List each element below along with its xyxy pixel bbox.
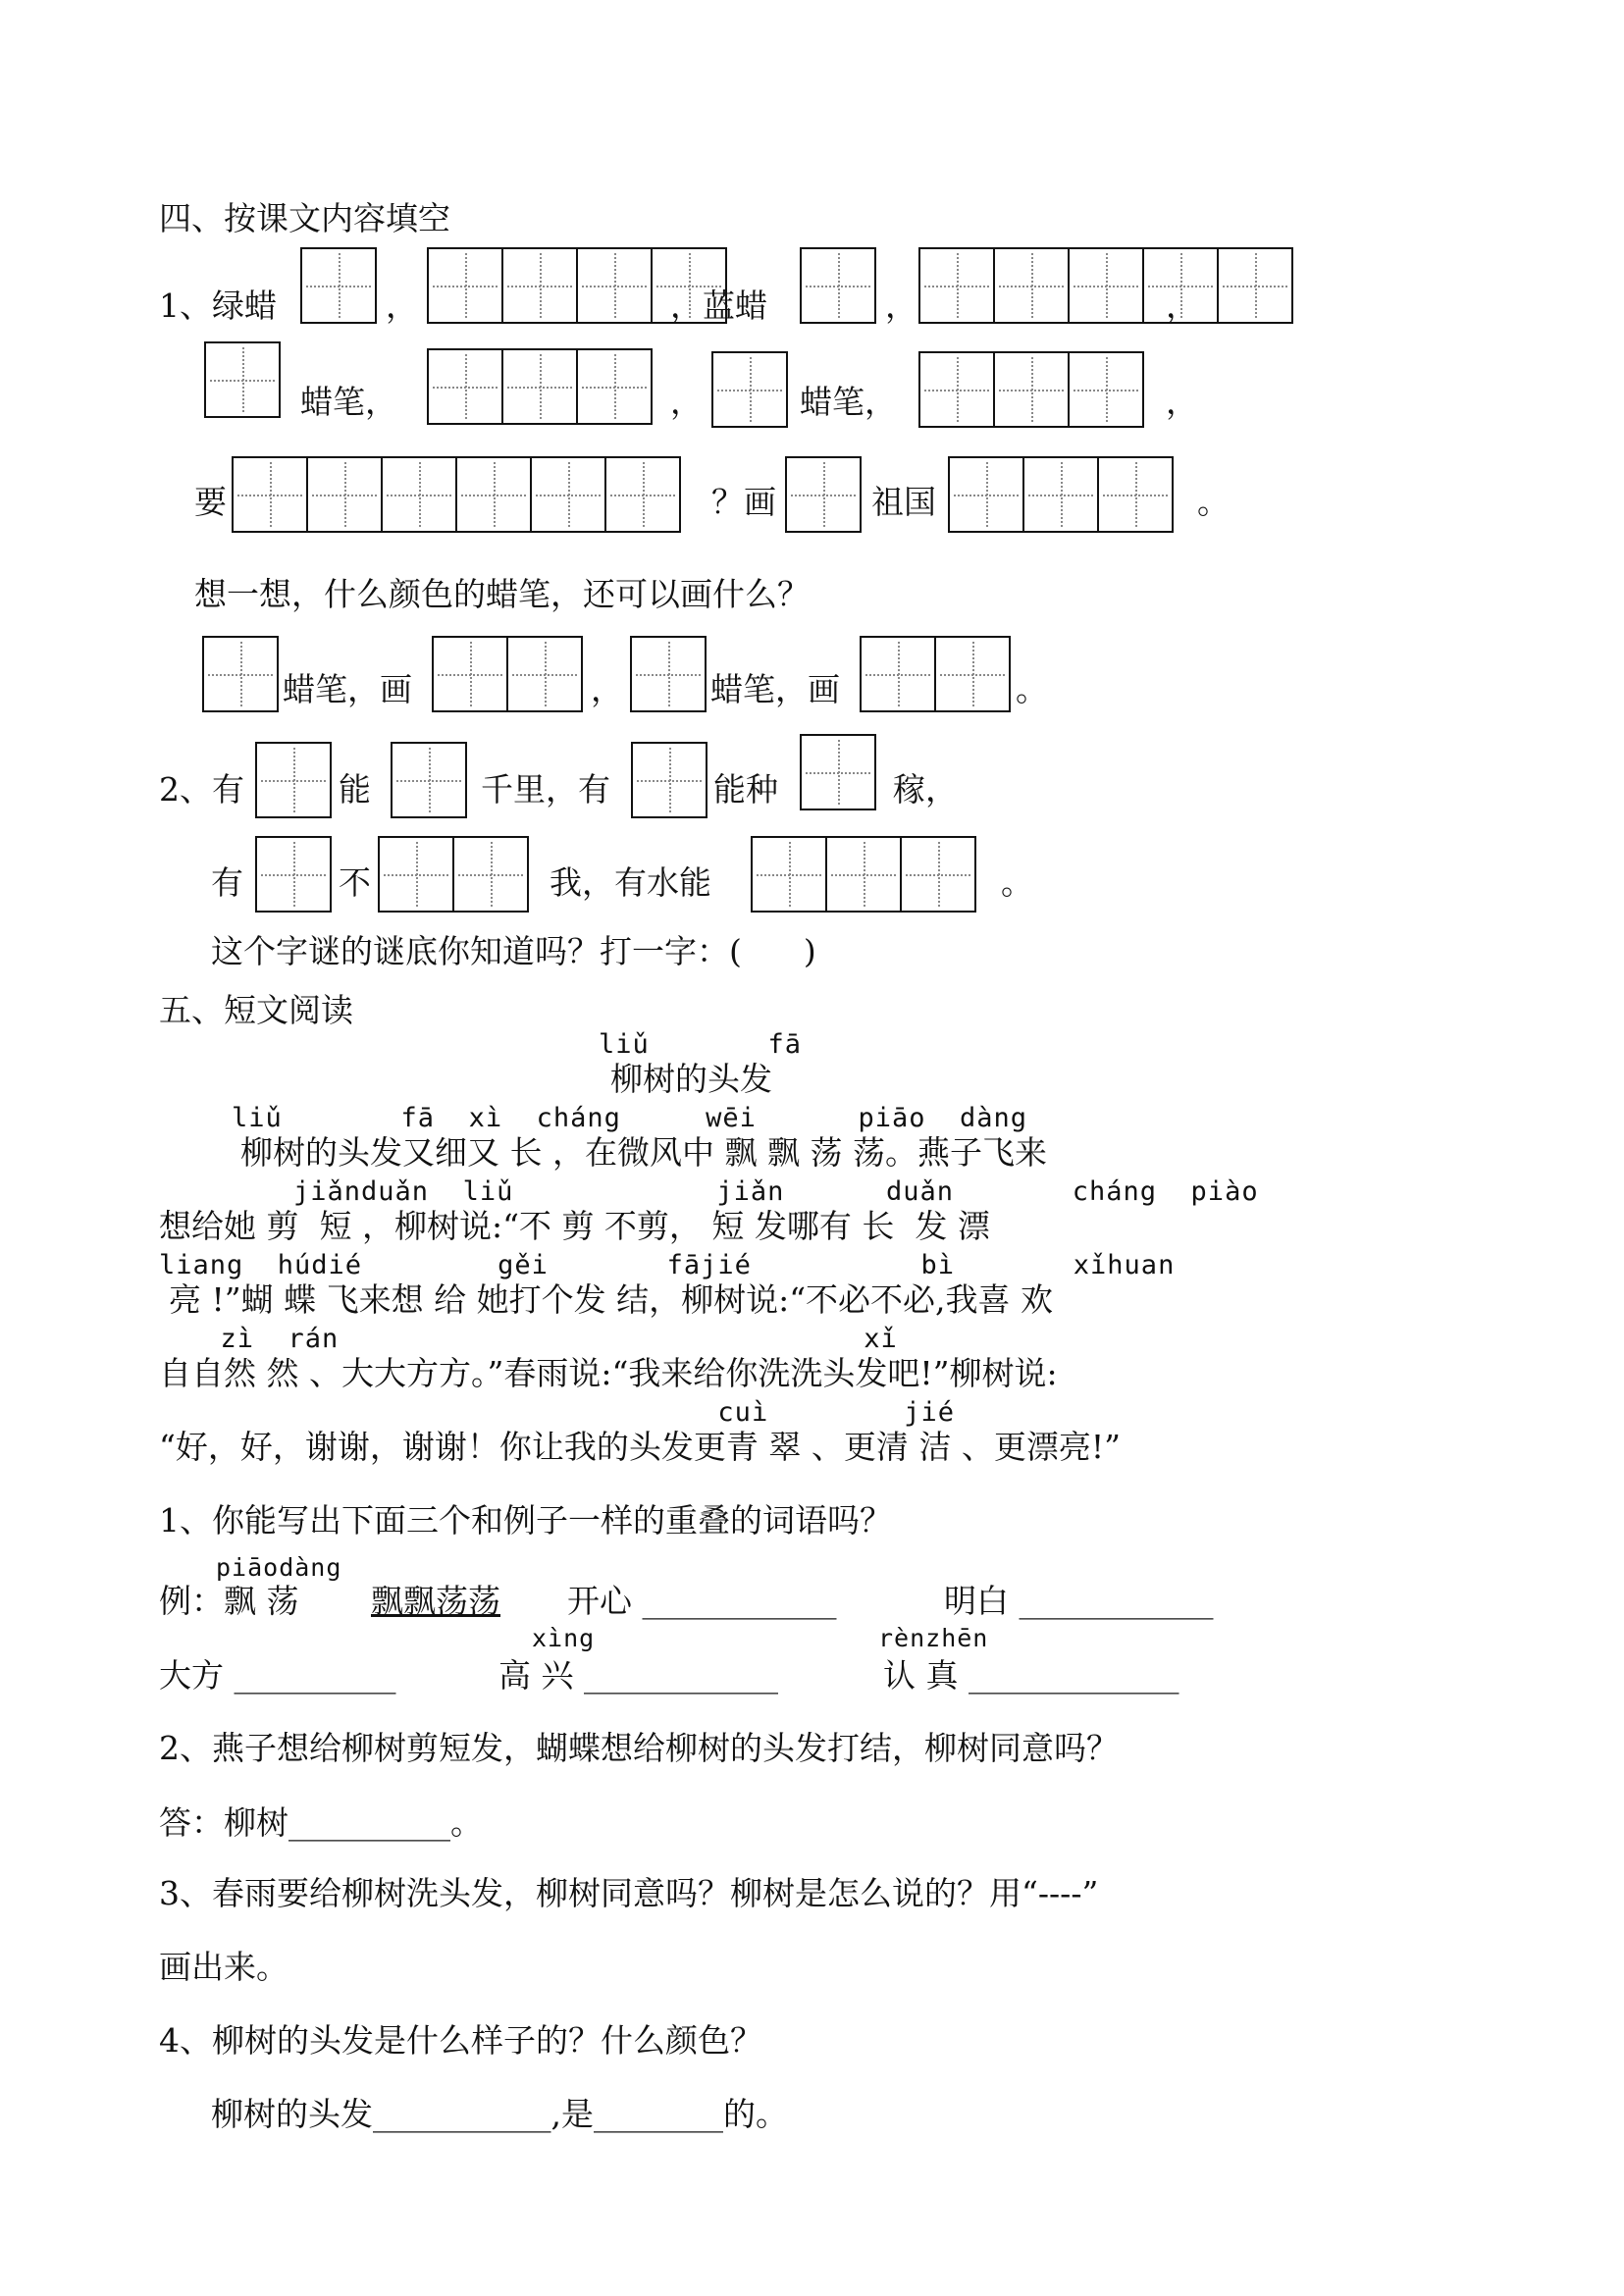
q1-line5-c: 蜡笔，画 <box>710 670 840 708</box>
story-line-2: 想给她 剪 短 ，柳树说:“不 剪 不剪， 短 发哪有 长 发 漂 <box>159 1207 990 1245</box>
punct: ， <box>386 287 418 325</box>
s5-q4-answer[interactable]: 柳树的头发___________,是________的。 <box>211 2095 788 2133</box>
story-pinyin-1: liǔ fā xì cháng wēi piāo dàng <box>232 1103 1028 1133</box>
q1-line3-c: 祖国 <box>871 483 936 521</box>
answer-grid[interactable] <box>948 456 1172 533</box>
story-line-1: 柳树的头发又细又 长 ，在微风中 飘 飘 荡 荡。燕子飞来 <box>240 1133 1047 1172</box>
answer-grid[interactable] <box>918 247 1291 324</box>
word-renzhen[interactable]: 认 真 _____________ <box>883 1656 1179 1695</box>
punct: 。 <box>1001 863 1033 902</box>
q1-line1-label: 1、绿蜡 <box>159 287 277 325</box>
answer-grid[interactable] <box>860 636 1009 712</box>
answer-grid[interactable] <box>918 351 1142 428</box>
ex-answer: 飘飘荡荡 <box>371 1582 500 1620</box>
q2-line2-c: 我，有水能 <box>550 863 711 902</box>
section4-title: 四、按课文内容填空 <box>159 199 450 237</box>
s5-q3-line2: 画出来。 <box>159 1948 288 1986</box>
story-pinyin-4: zì rán xǐ <box>186 1324 898 1354</box>
q1-line2-c: 蜡笔， <box>800 383 897 421</box>
answer-grid[interactable] <box>751 836 974 913</box>
story-pinyin-5: cuì jié <box>159 1397 956 1428</box>
answer-grid[interactable] <box>427 348 651 425</box>
s5-q2: 2、燕子想给柳树剪短发，蝴蝶想给柳树的头发打结，柳树同意吗？ <box>159 1729 1119 1767</box>
s5-q3: 3、春雨要给柳树洗头发，柳树同意吗？柳树是怎么说的？用“----” <box>159 1874 1099 1912</box>
punct: 。 <box>1197 483 1230 521</box>
answer-grid[interactable] <box>204 341 279 418</box>
pinyin-xing: xìng <box>532 1624 596 1652</box>
punct: ， <box>1166 287 1198 325</box>
story-pinyin-2: jiǎnduǎn liǔ jiǎn duǎn cháng piào <box>226 1176 1259 1207</box>
q2-line1-a: 2、有 <box>159 770 244 809</box>
q2-line1-c: 千里，有 <box>481 770 610 809</box>
s5-q1: 1、你能写出下面三个和例子一样的重叠的词语吗？ <box>159 1501 892 1539</box>
pinyin-renzhen: rènzhēn <box>878 1624 989 1652</box>
answer-grid[interactable] <box>800 247 874 324</box>
s5-q4: 4、柳树的头发是什么样子的？什么颜色？ <box>159 2021 762 2060</box>
q1-line3-a: 要 <box>194 483 227 521</box>
punct: ， <box>591 670 623 708</box>
answer-grid[interactable] <box>631 742 706 818</box>
word-mingbai[interactable]: 明白 ____________ <box>944 1582 1214 1620</box>
s5-q2-answer[interactable]: 答：柳树__________。 <box>159 1803 483 1842</box>
story-title-pinyin: liǔ fā <box>599 1029 803 1060</box>
answer-grid[interactable] <box>255 742 330 818</box>
answer-grid[interactable] <box>711 351 786 428</box>
answer-grid[interactable] <box>391 742 465 818</box>
answer-grid[interactable] <box>232 456 679 533</box>
answer-grid[interactable] <box>300 247 375 324</box>
q2-riddle: 这个字谜的谜底你知道吗？打一字：( ) <box>211 932 816 970</box>
q1-think: 想一想，什么颜色的蜡笔，还可以画什么？ <box>194 575 810 613</box>
answer-grid[interactable] <box>378 836 527 913</box>
answer-grid[interactable] <box>800 734 874 810</box>
answer-grid[interactable] <box>202 636 277 712</box>
story-title: 柳树的头发 <box>610 1060 772 1098</box>
punct: ， <box>1166 383 1198 421</box>
story-line-5: “好，好，谢谢，谢谢！你让我的头发更青 翠 、更清 洁 、更漂亮!” <box>159 1428 1121 1466</box>
story-line-4: 自自然 然 、大大方方。”春雨说:“我来给你洗洗头发吧!”柳树说: <box>159 1354 1058 1392</box>
ex-pinyin: piāodàng <box>216 1553 342 1582</box>
q2-line2-a: 有 <box>211 863 243 902</box>
answer-grid[interactable] <box>255 836 330 913</box>
q1-line2-a: 蜡笔， <box>300 383 397 421</box>
punct: ， <box>885 287 917 325</box>
punct: ， <box>670 383 703 421</box>
answer-grid[interactable] <box>432 636 581 712</box>
answer-grid[interactable] <box>630 636 705 712</box>
word-kaixin[interactable]: 开心 ____________ <box>567 1582 837 1620</box>
q2-line2-b: 不 <box>339 863 371 902</box>
punct: 。 <box>1016 670 1048 708</box>
word-gaoxing[interactable]: 高 兴 ____________ <box>498 1656 778 1695</box>
story-line-3: 亮 !”蝴 蝶 飞来想 给 她打个发 结，柳树说:“不必不必,我喜 欢 <box>169 1280 1054 1319</box>
q2-line1-d: 能种 <box>713 770 778 809</box>
q1-line5-a: 蜡笔，画 <box>283 670 412 708</box>
q1-line3-b: ？画 <box>711 483 776 521</box>
q2-line1-e: 稼， <box>893 770 958 809</box>
section5-title: 五、短文阅读 <box>159 991 353 1029</box>
q1-line1-blue: ，蓝蜡 <box>670 287 767 325</box>
story-pinyin-3: liang húdié gěi fājié bì xǐhuan <box>159 1250 1176 1280</box>
q2-line1-b: 能 <box>339 770 371 809</box>
ex-label: 例：飘 荡 <box>159 1582 299 1620</box>
answer-grid[interactable] <box>785 456 860 533</box>
word-dafang[interactable]: 大方 __________ <box>159 1656 396 1695</box>
